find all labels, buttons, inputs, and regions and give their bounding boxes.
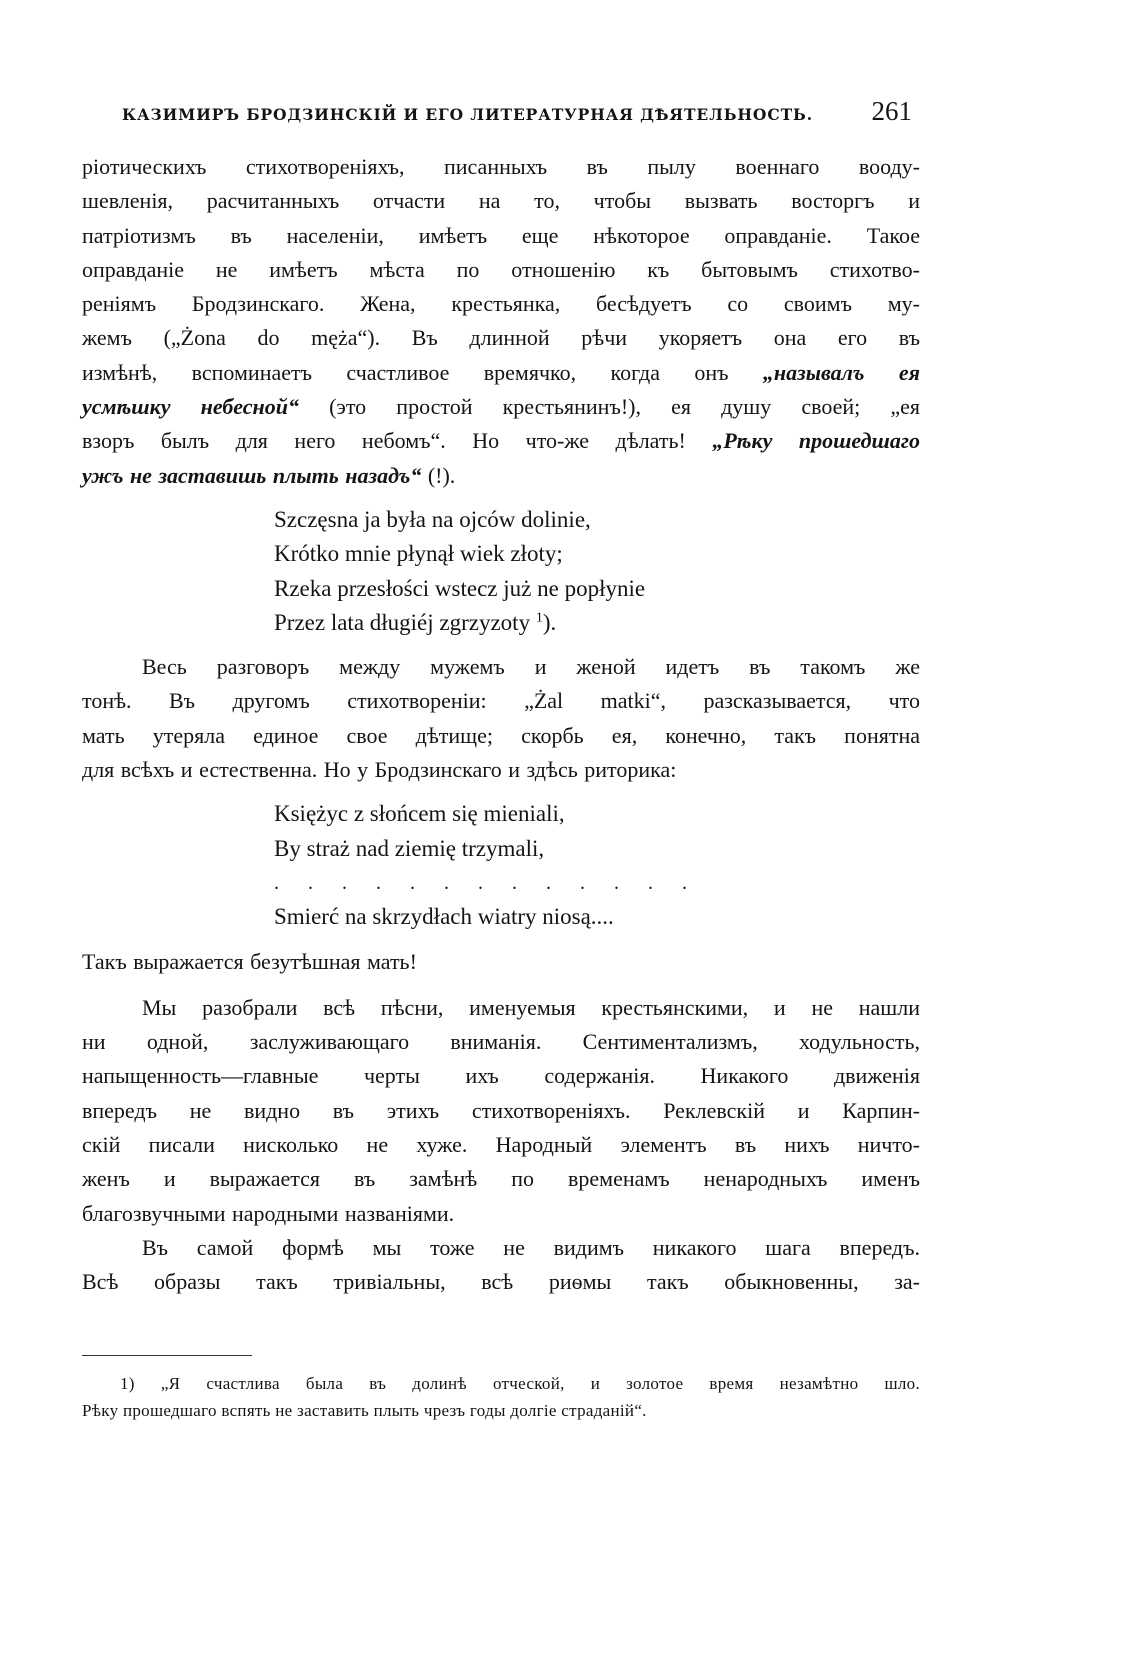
paragraph-3 <box>82 945 920 979</box>
text-line: тонѣ. Въ другомъ стихотвореніи: „Żal matki“, разсказывается, что <box>82 688 920 714</box>
footnote-line: Рѣку прошедшаго вспять не заставить плыть чрезъ годы долгіе страданій“. <box>82 1400 647 1420</box>
text-line <box>82 356 920 390</box>
spacer <box>82 979 920 991</box>
text-line: скій писали нисколько не хуже. Народный элементъ въ нихъ ничто- <box>82 1132 920 1158</box>
italic-quote: „Рѣку прошедшаго <box>712 428 920 454</box>
italic-quote: ужъ не заставишь плыть назадъ“ <box>82 462 422 488</box>
ellipsis-line: . . . . . . . . . . . . . <box>274 871 699 894</box>
footnote-rule <box>82 1355 252 1356</box>
verse-quote-2 <box>274 797 920 934</box>
page-number: 261 <box>871 96 912 126</box>
verse-line <box>274 606 920 640</box>
text-line: Мы разобрали всѣ пѣсни, именуемыя крестьянскими, и не нашли <box>142 994 920 1020</box>
text-line: ни одной, заслуживающаго вниманія. Сентиментализмъ, ходульность, <box>82 1029 920 1055</box>
italic-quote: усмѣшку небесной“ <box>82 394 299 420</box>
verse-line: Szczęsna ja była na ojców dolinie, <box>274 506 591 532</box>
text-line: женъ и выражается въ замѣнѣ по временамъ ненародныхъ именъ <box>82 1166 920 1192</box>
text-line: для всѣхъ и естественна. Но у Бродзинскаго и здѣсь риторика: <box>82 757 677 783</box>
verse-line: Krótko mnie płynął wiek złoty; <box>274 541 563 567</box>
verse-quote-1 <box>274 503 920 640</box>
text-line <box>82 459 920 493</box>
text-line: Въ самой формѣ мы тоже не видимъ никакого шага впередъ. <box>142 1234 920 1260</box>
text-line: шевленія, расчитанныхъ отчасти на то, чтобы вызвать восторгъ и <box>82 188 920 214</box>
text-line: патріотизмъ въ населеніи, имѣетъ еще нѣкоторое оправданіе. Такое <box>82 222 920 248</box>
footnote-line <box>82 1370 920 1397</box>
verse-line: Rzeka przesłości wstecz już ne popłynie <box>274 575 646 601</box>
verse-line: Księżyc z słońcem się mieniali, <box>274 801 565 827</box>
italic-quote: „называлъ ея <box>762 359 920 385</box>
footnote-marker: 1 <box>535 610 543 626</box>
paragraph-4 <box>82 991 920 1231</box>
footnote-text: „Я счастлива была въ долинѣ отческой, и золотое время незамѣтно шло. <box>134 1373 920 1393</box>
text-line: оправданіе не имѣетъ мѣста по отношенію къ бытовымъ стихотво- <box>82 256 920 282</box>
text-line: напыщенность—главные черты ихъ содержанія. Никакого движенія <box>82 1063 920 1089</box>
text-line: благозвучными народными названіями. <box>82 1200 455 1226</box>
book-page <box>82 96 920 1424</box>
text-line <box>82 390 920 424</box>
verse-text-end: ). <box>542 609 557 635</box>
verse-line: Smierć na skrzydłach wiatry niosą.... <box>274 904 614 930</box>
text-line: Весь разговоръ между мужемъ и женой идетъ въ такомъ же <box>142 654 920 680</box>
text-line: Такъ выражается безутѣшная мать! <box>82 948 417 974</box>
text-line: жемъ („Żona do męża“). Въ длинной рѣчи укоряетъ она его въ <box>82 325 920 351</box>
paragraph-1 <box>82 150 920 493</box>
verse-text: Przez lata długiéj zgrzyzoty <box>274 609 531 635</box>
text-span: (!). <box>421 462 456 488</box>
text-line: впередъ не видно въ этихъ стихотвореніяхъ. Реклевскій и Карпин- <box>82 1097 920 1123</box>
text-line: реніямъ Бродзинскаго. Жена, крестьянка, бесѣдуетъ со своимъ му- <box>82 291 920 317</box>
text-line: ріотическихъ стихотвореніяхъ, писанныхъ въ пылу военнаго вооду- <box>82 154 920 179</box>
text-line: мать утеряла единое свое дѣтище; скорбь ея, конечно, такъ понятна <box>82 722 920 748</box>
paragraph-2 <box>82 650 920 787</box>
footnote-mark: 1) <box>120 1373 135 1393</box>
text-line <box>82 424 920 458</box>
text-line: Всѣ образы такъ тривіальны, всѣ риѳмы такъ обыкновенны, за- <box>82 1269 920 1295</box>
verse-line: By straż nad ziemię trzymali, <box>274 835 545 861</box>
text-span: (это простой крестьянинъ!), ея душу своей; „ея <box>298 394 920 420</box>
text-span: измѣнѣ, вспоминаетъ счастливое времячко, когда онъ <box>82 359 763 385</box>
text-span: взоръ былъ для него небомъ“. Но что-же дѣлать! <box>82 428 713 454</box>
footnote <box>82 1370 920 1424</box>
paragraph-5 <box>82 1231 920 1300</box>
running-head <box>82 96 920 150</box>
running-title: КАЗИМИРЪ БРОДЗИНСКІЙ И ЕГО ЛИТЕРАТУРНАЯ ДѢЯТЕЛЬНОСТЬ. <box>122 105 813 124</box>
